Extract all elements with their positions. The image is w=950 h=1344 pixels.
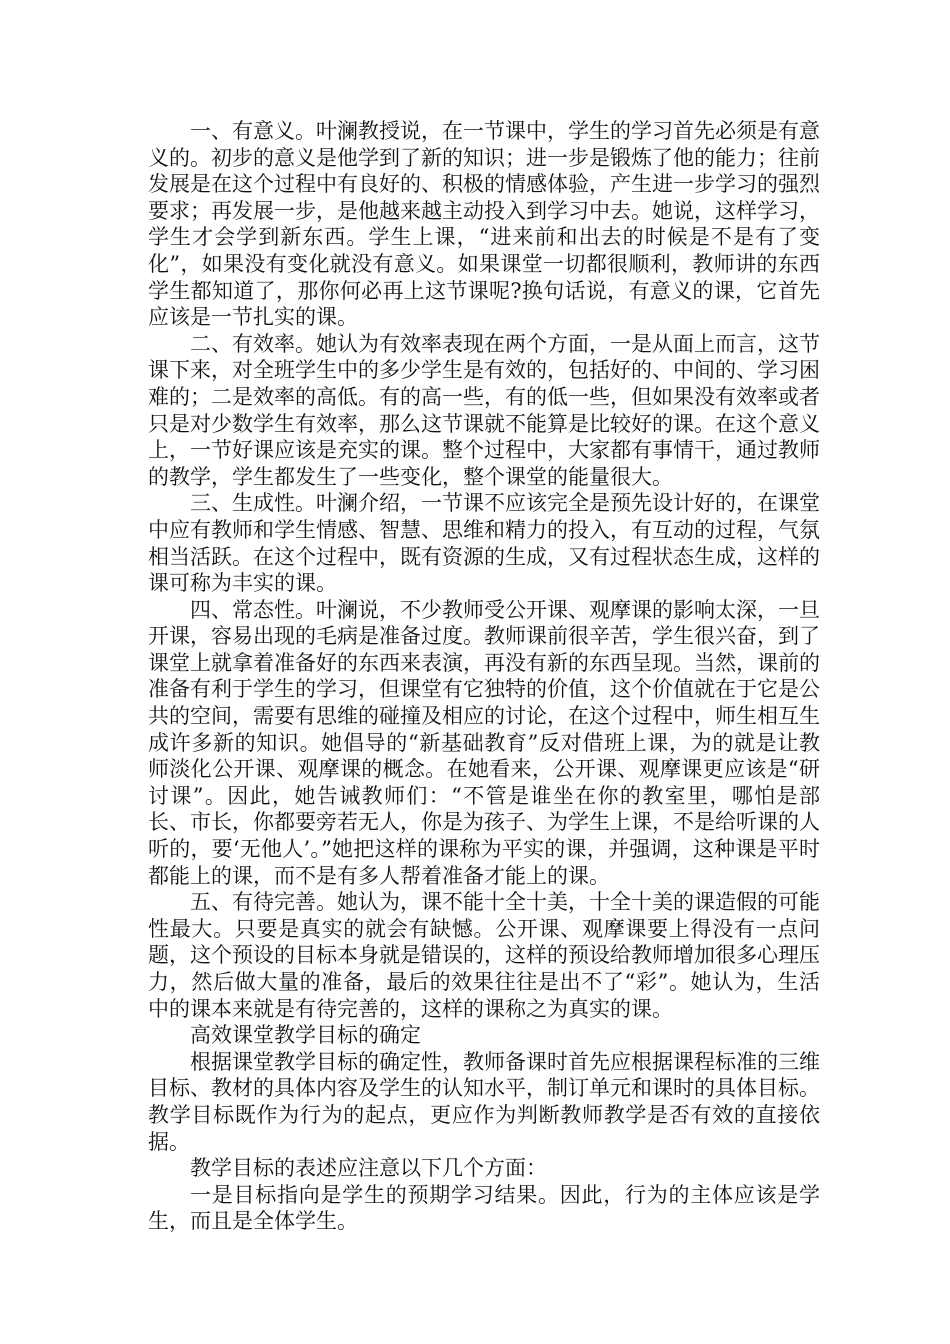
paragraph-normality: 四、常态性。叶澜说，不少教师受公开课、观摩课的影响太深，一旦开课，容易出现的毛病是准备过度。教师课前很辛苦，学生很兴奋，到了课堂上就拿着准备好的东西来表演，再没有新的东西呈现。当然，课前的准备有利于学生的学习，但课堂有它独特的价值，这个价值就在于它是公共的空间，需要有思维的碰撞及相应的讨论，在这个过程中，师生相互生成许多新的知识。她倡导的“新基础教育”反对借班上课，为的就是让教师淡化公开课、观摩课的概念。在她看来，公开课、观摩课更应该是“研讨课”。因此，她告诫教师们：“不管是谁坐在你的教室里，哪怕是部长、市长，你都要旁若无人，你是为孩子、为学生上课，不是给听课的人听的，要‘无他人’。”她把这样的课称为平实的课，并强调，这种课是平时都能上的课，而不是有多人帮着准备才能上的课。 [148,597,820,888]
paragraph-objective-notes: 教学目标的表述应注意以下几个方面： [190,1156,547,1181]
paragraph-objective-basis: 根据课堂教学目标的确定性，教师备课时首先应根据课程标准的三维目标、教材的具体内容及学生的认知水平，制订单元和课时的具体目标。教学目标既作为行为的起点，更应作为判断教师教学是否有效的直接依据。 [148,1049,820,1154]
paragraph-meaningful: 一、有意义。叶澜教授说，在一节课中，学生的学习首先必须是有意义的。初步的意义是他学到了新的知识；进一步是锻炼了他的能力；往前发展是在这个过程中有良好的、积极的情感体验，产生进一步学习的强烈要求；再发展一步，是他越来越主动投入到学习中去。她说，这样学习，学生才会学到新东西。学生上课，“进来前和出去的时候是不是有了变化”，如果没有变化就没有意义。如果课堂一切都很顺利，教师讲的东西学生都知道了，那你何必再上这节课呢?换句话说，有意义的课，它首先应该是一节扎实的课。 [148,119,820,330]
paragraph-to-be-improved: 五、有待完善。她认为，课不能十全十美，十全十美的课造假的可能性最大。只要是真实的就会有缺憾。公开课、观摩课要上得没有一点问题，这个预设的目标本身就是错误的，这样的预设给教师增加很多心理压力，然后做大量的准备，最后的效果往往是出不了“彩”。她认为，生活中的课本来就是有待完善的，这样的课称之为真实的课。 [148,890,820,1021]
paragraph-generative: 三、生成性。叶澜介绍，一节课不应该完全是预先设计好的，在课堂中应有教师和学生情感、智慧、思维和精力的投入，有互动的过程，气氛相当活跃。在这个过程中，既有资源的生成，又有过程状态生成，这样的课可称为丰实的课。 [148,491,820,596]
section-heading: 高效课堂教学目标的确定 [190,1023,421,1048]
paragraph-efficiency: 二、有效率。她认为有效率表现在两个方面，一是从面上而言，这节课下来，对全班学生中的多少学生是有效的，包括好的、中间的、学习困难的；二是效率的高低。有的高一些，有的低一些，但如果没有效率或者只是对少数学生有效率，那么这节课就不能算是比较好的课。在这个意义上，一节好课应该是充实的课。整个过程中，大家都有事情干，通过教师的教学，学生都发生了一些变化，整个课堂的能量很大。 [148,331,820,489]
document-body [148,118,820,1235]
paragraph-objective-point-one: 一是目标指向是学生的预期学习结果。因此，行为的主体应该是学生，而且是全体学生。 [148,1182,820,1234]
